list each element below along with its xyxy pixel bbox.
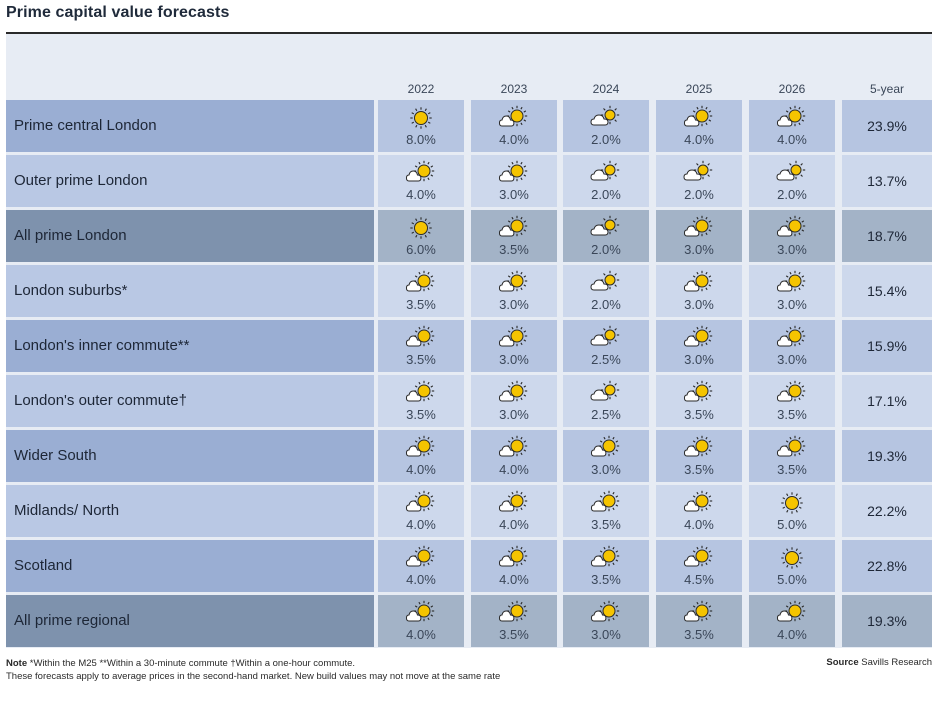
sun-cloud-icon [405,270,437,296]
five-year-value: 18.7% [867,228,907,244]
forecast-value: 4.0% [684,517,714,532]
sun-cloud-icon [776,160,808,186]
forecast-value: 3.5% [406,352,436,367]
five-year-cell [842,540,932,592]
forecast-cell-2022 [378,265,464,317]
forecast-value: 3.0% [499,187,529,202]
note-label: Note [6,658,28,669]
forecast-table [6,34,932,648]
forecast-value: 3.5% [591,517,621,532]
five-year-cell [842,155,932,207]
sun-cloud-icon [590,215,622,241]
forecast-value: 5.0% [777,572,807,587]
forecast-cell-2024 [563,595,649,647]
column-header-2024: 2024 [592,82,620,96]
forecast-value: 6.0% [406,242,436,257]
note-line-2: These forecasts apply to average prices in the second-hand market. New build values may not move at the same rate [6,671,501,682]
forecast-value: 3.0% [684,242,714,257]
five-year-cell [842,375,932,427]
table-row [6,430,932,482]
forecast-cell-2026 [749,265,835,317]
forecast-value: 3.0% [499,407,529,422]
forecast-cell-2025 [656,155,742,207]
forecast-cell-2024 [563,540,649,592]
forecast-value: 3.5% [684,407,714,422]
sun-cloud-icon [590,490,622,516]
five-year-value: 19.3% [867,613,907,629]
five-year-value: 23.9% [867,118,907,134]
table-row [6,375,932,427]
forecast-value: 2.0% [591,297,621,312]
forecast-value: 3.0% [777,297,807,312]
forecast-value: 4.0% [406,462,436,477]
source-text: Savills Research [858,657,932,668]
column-header-5-year: 5-year [869,82,904,96]
row-label-cell [6,375,374,427]
row-label: Scotland [14,557,73,574]
table-row [6,265,932,317]
table-row [6,210,932,262]
five-year-value: 13.7% [867,173,907,189]
row-label: London's inner commute** [14,337,190,354]
forecast-value: 2.0% [591,132,621,147]
forecast-cell-2025 [656,210,742,262]
sun-cloud-icon [498,435,530,461]
row-label-cell [6,265,374,317]
forecast-cell-2026 [749,430,835,482]
five-year-value: 22.2% [867,503,907,519]
forecast-cell-2023 [471,485,557,537]
sun-cloud-icon [683,490,715,516]
forecast-cell-2025 [656,320,742,372]
five-year-value: 17.1% [867,393,907,409]
forecast-value: 4.0% [777,627,807,642]
row-label-cell [6,155,374,207]
sun-cloud-icon [590,160,622,186]
forecast-cell-2024 [563,430,649,482]
forecast-cell-2023 [471,320,557,372]
forecast-cell-2024 [563,265,649,317]
forecast-cell-2025 [656,265,742,317]
sun-cloud-icon [498,105,530,131]
five-year-cell [842,320,932,372]
forecast-value: 8.0% [406,132,436,147]
source-credit [826,657,932,668]
sun-cloud-icon [498,490,530,516]
forecast-cell-2026 [749,540,835,592]
forecast-value: 3.0% [591,462,621,477]
row-label: Midlands/ North [14,502,120,519]
sun-cloud-icon [498,215,530,241]
table-row [6,540,932,592]
five-year-value: 22.8% [867,558,907,574]
sun-icon [776,545,808,571]
forecast-value: 4.0% [684,132,714,147]
forecast-cell-2022 [378,100,464,152]
forecast-cell-2022 [378,375,464,427]
table-row [6,155,932,207]
forecast-cell-2023 [471,155,557,207]
sun-cloud-icon [776,325,808,351]
column-header-2026: 2026 [778,82,806,96]
forecast-value: 3.5% [406,407,436,422]
sun-icon [405,215,437,241]
sun-cloud-icon [683,325,715,351]
forecast-value: 3.0% [591,627,621,642]
forecast-cell-2025 [656,430,742,482]
sun-cloud-icon [498,325,530,351]
sun-cloud-icon [405,600,437,626]
forecast-cell-2025 [656,485,742,537]
sun-cloud-icon [405,380,437,406]
column-header-2023: 2023 [500,82,528,96]
sun-cloud-icon [405,545,437,571]
sun-cloud-icon [590,380,622,406]
forecast-cell-2022 [378,210,464,262]
forecast-cell-2024 [563,100,649,152]
forecast-value: 3.0% [684,352,714,367]
row-label-cell [6,210,374,262]
footnote [6,657,500,683]
forecast-cell-2022 [378,485,464,537]
sun-cloud-icon [683,160,715,186]
sun-cloud-icon [590,545,622,571]
sun-icon [776,490,808,516]
sun-cloud-icon [683,380,715,406]
sun-cloud-icon [683,270,715,296]
five-year-cell [842,430,932,482]
forecast-cell-2026 [749,595,835,647]
row-label: All prime London [14,227,127,244]
row-label: Outer prime London [14,172,148,189]
table-row [6,100,932,152]
table-header-row [6,34,932,100]
sun-cloud-icon [590,325,622,351]
sun-cloud-icon [776,105,808,131]
row-label: London suburbs* [14,282,128,299]
row-label: Prime central London [14,117,157,134]
forecast-cell-2024 [563,375,649,427]
forecast-value: 3.5% [406,297,436,312]
sun-cloud-icon [590,435,622,461]
forecast-cell-2024 [563,320,649,372]
five-year-value: 15.4% [867,283,907,299]
sun-cloud-icon [683,600,715,626]
sun-cloud-icon [498,545,530,571]
forecast-value: 3.5% [777,407,807,422]
forecast-cell-2025 [656,595,742,647]
row-label-cell [6,540,374,592]
column-header-2025: 2025 [685,82,713,96]
column-header-2022: 2022 [407,82,435,96]
five-year-value: 15.9% [867,338,907,354]
forecast-cell-2023 [471,210,557,262]
forecast-value: 2.0% [684,187,714,202]
forecast-value: 2.5% [591,352,621,367]
sun-cloud-icon [590,270,622,296]
forecast-cell-2023 [471,595,557,647]
sun-cloud-icon [405,435,437,461]
sun-cloud-icon [776,270,808,296]
row-label-cell [6,595,374,647]
forecast-cell-2022 [378,430,464,482]
forecast-value: 4.0% [499,132,529,147]
sun-cloud-icon [683,105,715,131]
sun-cloud-icon [498,270,530,296]
row-label: All prime regional [14,612,130,629]
forecast-value: 4.0% [406,627,436,642]
forecast-value: 2.0% [591,242,621,257]
forecast-value: 3.5% [591,572,621,587]
forecast-value: 4.0% [499,572,529,587]
five-year-cell [842,595,932,647]
forecast-cell-2023 [471,100,557,152]
forecast-value: 5.0% [777,517,807,532]
sun-icon [405,105,437,131]
row-label-cell [6,100,374,152]
sun-cloud-icon [776,380,808,406]
forecast-value: 3.0% [499,352,529,367]
row-label: London's outer commute† [14,392,187,409]
row-label-cell [6,320,374,372]
forecast-value: 3.0% [499,297,529,312]
forecast-value: 4.5% [684,572,714,587]
forecast-cell-2024 [563,155,649,207]
forecast-cell-2026 [749,155,835,207]
forecast-cell-2024 [563,485,649,537]
forecast-cell-2025 [656,100,742,152]
forecast-cell-2023 [471,375,557,427]
forecast-cell-2023 [471,430,557,482]
forecast-value: 3.5% [684,462,714,477]
table-row [6,595,932,647]
row-label: Wider South [14,447,97,464]
sun-cloud-icon [405,490,437,516]
sun-cloud-icon [776,215,808,241]
five-year-cell [842,210,932,262]
sun-cloud-icon [590,600,622,626]
sun-cloud-icon [683,435,715,461]
sun-cloud-icon [590,105,622,131]
forecast-cell-2023 [471,540,557,592]
forecast-value: 3.5% [499,627,529,642]
five-year-cell [842,265,932,317]
forecast-cell-2022 [378,595,464,647]
forecast-value: 3.5% [684,627,714,642]
forecast-value: 2.5% [591,407,621,422]
sun-cloud-icon [498,380,530,406]
forecast-value: 4.0% [406,572,436,587]
forecast-value: 4.0% [499,517,529,532]
row-label-cell [6,485,374,537]
sun-cloud-icon [498,160,530,186]
chart-title: Prime capital value forecasts [6,4,230,21]
table-row [6,485,932,537]
forecast-cell-2026 [749,375,835,427]
forecast-value: 3.0% [777,352,807,367]
forecast-value: 4.0% [777,132,807,147]
forecast-value: 3.0% [777,242,807,257]
forecast-value: 2.0% [777,187,807,202]
sun-cloud-icon [498,600,530,626]
forecast-cell-2022 [378,320,464,372]
forecast-cell-2025 [656,375,742,427]
forecast-cell-2022 [378,155,464,207]
sun-cloud-icon [776,435,808,461]
five-year-cell [842,485,932,537]
forecast-cell-2026 [749,320,835,372]
forecast-value: 3.0% [684,297,714,312]
sun-cloud-icon [405,325,437,351]
sun-cloud-icon [405,160,437,186]
forecast-value: 4.0% [406,517,436,532]
source-label: Source [826,657,859,668]
forecast-value: 2.0% [591,187,621,202]
forecast-cell-2026 [749,210,835,262]
sun-cloud-icon [776,600,808,626]
five-year-cell [842,100,932,152]
five-year-value: 19.3% [867,448,907,464]
forecast-cell-2026 [749,100,835,152]
sun-cloud-icon [683,215,715,241]
forecast-value: 4.0% [499,462,529,477]
forecast-value: 3.5% [777,462,807,477]
table-row [6,320,932,372]
forecast-cell-2025 [656,540,742,592]
forecast-cell-2023 [471,265,557,317]
note-line-1: *Within the M25 **Within a 30-minute commute †Within a one-hour commute. [27,658,356,669]
sun-cloud-icon [683,545,715,571]
forecast-value: 3.5% [499,242,529,257]
forecast-value: 4.0% [406,187,436,202]
forecast-cell-2026 [749,485,835,537]
row-label-cell [6,430,374,482]
forecast-cell-2024 [563,210,649,262]
forecast-cell-2022 [378,540,464,592]
